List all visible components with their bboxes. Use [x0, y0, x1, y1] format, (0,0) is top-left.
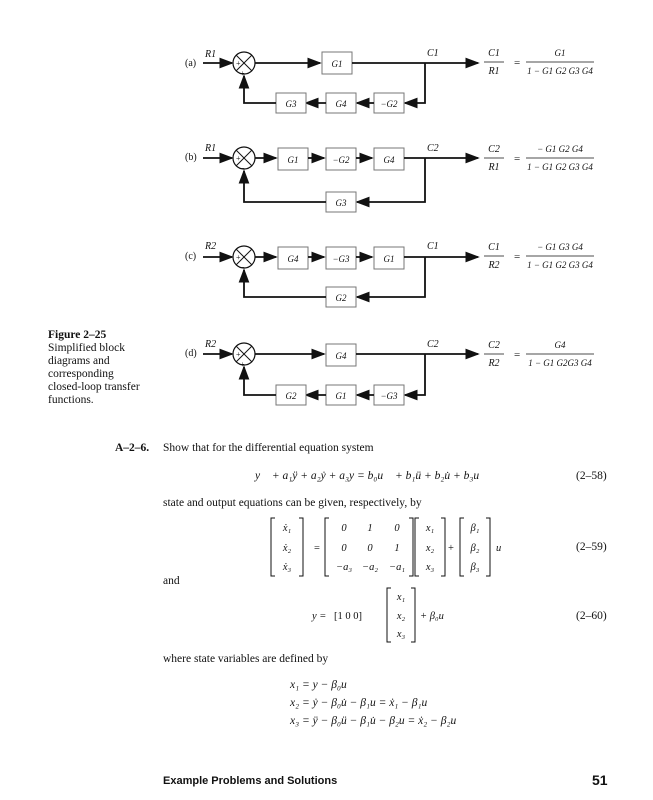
svg-text:=: = — [514, 57, 521, 69]
svg-text:G1: G1 — [287, 155, 299, 165]
svg-text:+ β₀u: + β₀u — [420, 611, 444, 622]
svg-text:G1: G1 — [554, 48, 566, 58]
svg-text:+: + — [240, 69, 245, 78]
svg-text:+: + — [236, 253, 241, 262]
svg-text:0: 0 — [341, 543, 347, 554]
svg-text:G4: G4 — [383, 155, 395, 165]
output-label: C1 — [427, 48, 439, 59]
svg-text:G2: G2 — [285, 391, 297, 401]
svg-text:−G3: −G3 — [380, 391, 398, 401]
svg-text:1 − G1 G2 G3 G4: 1 − G1 G2 G3 G4 — [527, 66, 593, 76]
transfer-function — [484, 48, 594, 77]
diagram-label: (a) — [185, 58, 197, 69]
equation-number: (2–60) — [576, 610, 607, 622]
transfer-function — [484, 340, 594, 369]
state-definition: x₁ = y − β₀u — [290, 679, 347, 691]
figure-title: Figure 2–25 — [48, 329, 107, 341]
svg-text:x₁: x₁ — [425, 523, 435, 534]
svg-text:−a₃: −a₃ — [336, 562, 352, 573]
equation-2-58: y⃛ + a₁ÿ + a₂ẏ + a₃y = b₀u⃛ + b₁ü + b₂u̇ + b₃u — [255, 470, 480, 482]
body-text: where state variables are defined by — [163, 653, 329, 665]
running-footer: Example Problems and Solutions — [163, 775, 338, 787]
svg-text:G3: G3 — [335, 198, 347, 208]
svg-text:0: 0 — [341, 523, 347, 534]
svg-text:G3: G3 — [285, 99, 297, 109]
svg-text:C1: C1 — [488, 242, 500, 253]
svg-text:1 − G1 G2 G3 G4: 1 − G1 G2 G3 G4 — [527, 162, 593, 172]
svg-text:−G3: −G3 — [332, 254, 350, 264]
svg-text:+: + — [236, 59, 241, 68]
svg-text:−G2: −G2 — [380, 99, 398, 109]
body-text: state and output equations can be given, respectively, by — [163, 497, 422, 509]
svg-text:1 − G1 G2G3 G4: 1 − G1 G2G3 G4 — [528, 358, 592, 368]
svg-text:C2: C2 — [427, 339, 439, 350]
svg-text:(c): (c) — [185, 251, 197, 262]
svg-text:R2: R2 — [205, 241, 217, 252]
diagram-a — [185, 48, 594, 113]
svg-text:G1: G1 — [335, 391, 347, 401]
svg-text:β₁: β₁ — [470, 523, 480, 534]
svg-text:−: − — [240, 263, 245, 272]
figure-caption-text: Simplified block diagrams and corresponding closed-loop transfer functions. — [48, 342, 140, 406]
svg-text:x₂: x₂ — [425, 543, 435, 554]
svg-text:ẋ₃: ẋ₃ — [282, 562, 292, 573]
svg-text:G1: G1 — [383, 254, 395, 264]
svg-text:+: + — [236, 350, 241, 359]
svg-text:−G2: −G2 — [332, 155, 350, 165]
svg-text:(b): (b) — [185, 152, 197, 163]
equation-number: (2–58) — [576, 470, 607, 482]
state-definition: x₂ = ẏ − β₀u̇ − β₁u = ẋ₁ − β₁u — [290, 697, 428, 709]
svg-text:R1: R1 — [205, 143, 217, 154]
transfer-function — [484, 242, 594, 271]
svg-text:− G1 G2 G4: − G1 G2 G4 — [537, 144, 583, 154]
svg-text:β₃: β₃ — [470, 562, 480, 573]
svg-text:C1: C1 — [488, 48, 500, 59]
page-number: 51 — [592, 772, 608, 788]
svg-text:0: 0 — [394, 523, 400, 534]
svg-text:+: + — [240, 360, 245, 369]
diagram-d — [185, 339, 594, 405]
svg-text:C2: C2 — [488, 340, 500, 351]
svg-text:1: 1 — [367, 523, 373, 534]
svg-text:−: − — [240, 164, 245, 173]
svg-text:R1: R1 — [488, 66, 500, 77]
equation-number: (2–59) — [576, 541, 607, 553]
transfer-function — [484, 144, 594, 173]
svg-text:G4: G4 — [335, 99, 347, 109]
svg-text:C2: C2 — [488, 144, 500, 155]
svg-text:=: = — [314, 543, 320, 554]
svg-text:β₂: β₂ — [470, 543, 480, 554]
svg-text:u: u — [496, 543, 502, 554]
svg-text:1 − G1 G2 G3 G4: 1 − G1 G2 G3 G4 — [527, 260, 593, 270]
svg-text:C2: C2 — [427, 143, 439, 154]
problem-id: A–2–6. — [115, 442, 150, 454]
equation-2-60 — [310, 585, 490, 645]
svg-text:G2: G2 — [335, 293, 347, 303]
svg-text:0: 0 — [367, 543, 373, 554]
svg-text:x₃: x₃ — [425, 562, 435, 573]
svg-text:− G1 G3 G4: − G1 G3 G4 — [537, 242, 583, 252]
state-definition: x₃ = ÿ − β₀ü − β₁u̇ − β₂u = ẋ₂ − β₂u — [290, 715, 457, 727]
svg-text:+: + — [236, 154, 241, 163]
svg-text:+: + — [448, 543, 454, 554]
svg-text:R2: R2 — [488, 358, 500, 369]
svg-text:=: = — [514, 349, 521, 361]
svg-text:ẋ₂: ẋ₂ — [282, 543, 292, 554]
svg-text:G1: G1 — [331, 59, 343, 69]
svg-text:=: = — [514, 153, 521, 165]
svg-text:(d): (d) — [185, 348, 197, 359]
svg-text:R1: R1 — [488, 162, 500, 173]
svg-text:R2: R2 — [488, 260, 500, 271]
equation-2-59 — [270, 515, 520, 579]
svg-text:−a₂: −a₂ — [362, 562, 378, 573]
svg-text:G4: G4 — [287, 254, 299, 264]
svg-text:R2: R2 — [205, 339, 217, 350]
svg-text:y =: y = — [312, 611, 327, 622]
svg-text:1: 1 — [394, 543, 400, 554]
figure-caption — [48, 329, 148, 407]
problem-text: Show that for the differential equation system — [163, 442, 374, 454]
svg-text:G4: G4 — [335, 351, 347, 361]
svg-text:x₁: x₁ — [396, 592, 406, 603]
svg-text:G4: G4 — [554, 340, 566, 350]
diagram-c — [185, 241, 594, 307]
svg-text:[1 0 0]: [1 0 0] — [334, 611, 362, 622]
svg-text:ẋ₁: ẋ₁ — [282, 523, 292, 534]
svg-text:C1: C1 — [427, 241, 439, 252]
body-text: and — [163, 575, 180, 587]
input-label: R1 — [205, 49, 217, 60]
svg-text:x₃: x₃ — [396, 629, 406, 640]
diagram-b — [185, 143, 594, 212]
svg-text:x₂: x₂ — [396, 611, 406, 622]
svg-text:=: = — [514, 251, 521, 263]
svg-text:−a₁: −a₁ — [389, 562, 405, 573]
